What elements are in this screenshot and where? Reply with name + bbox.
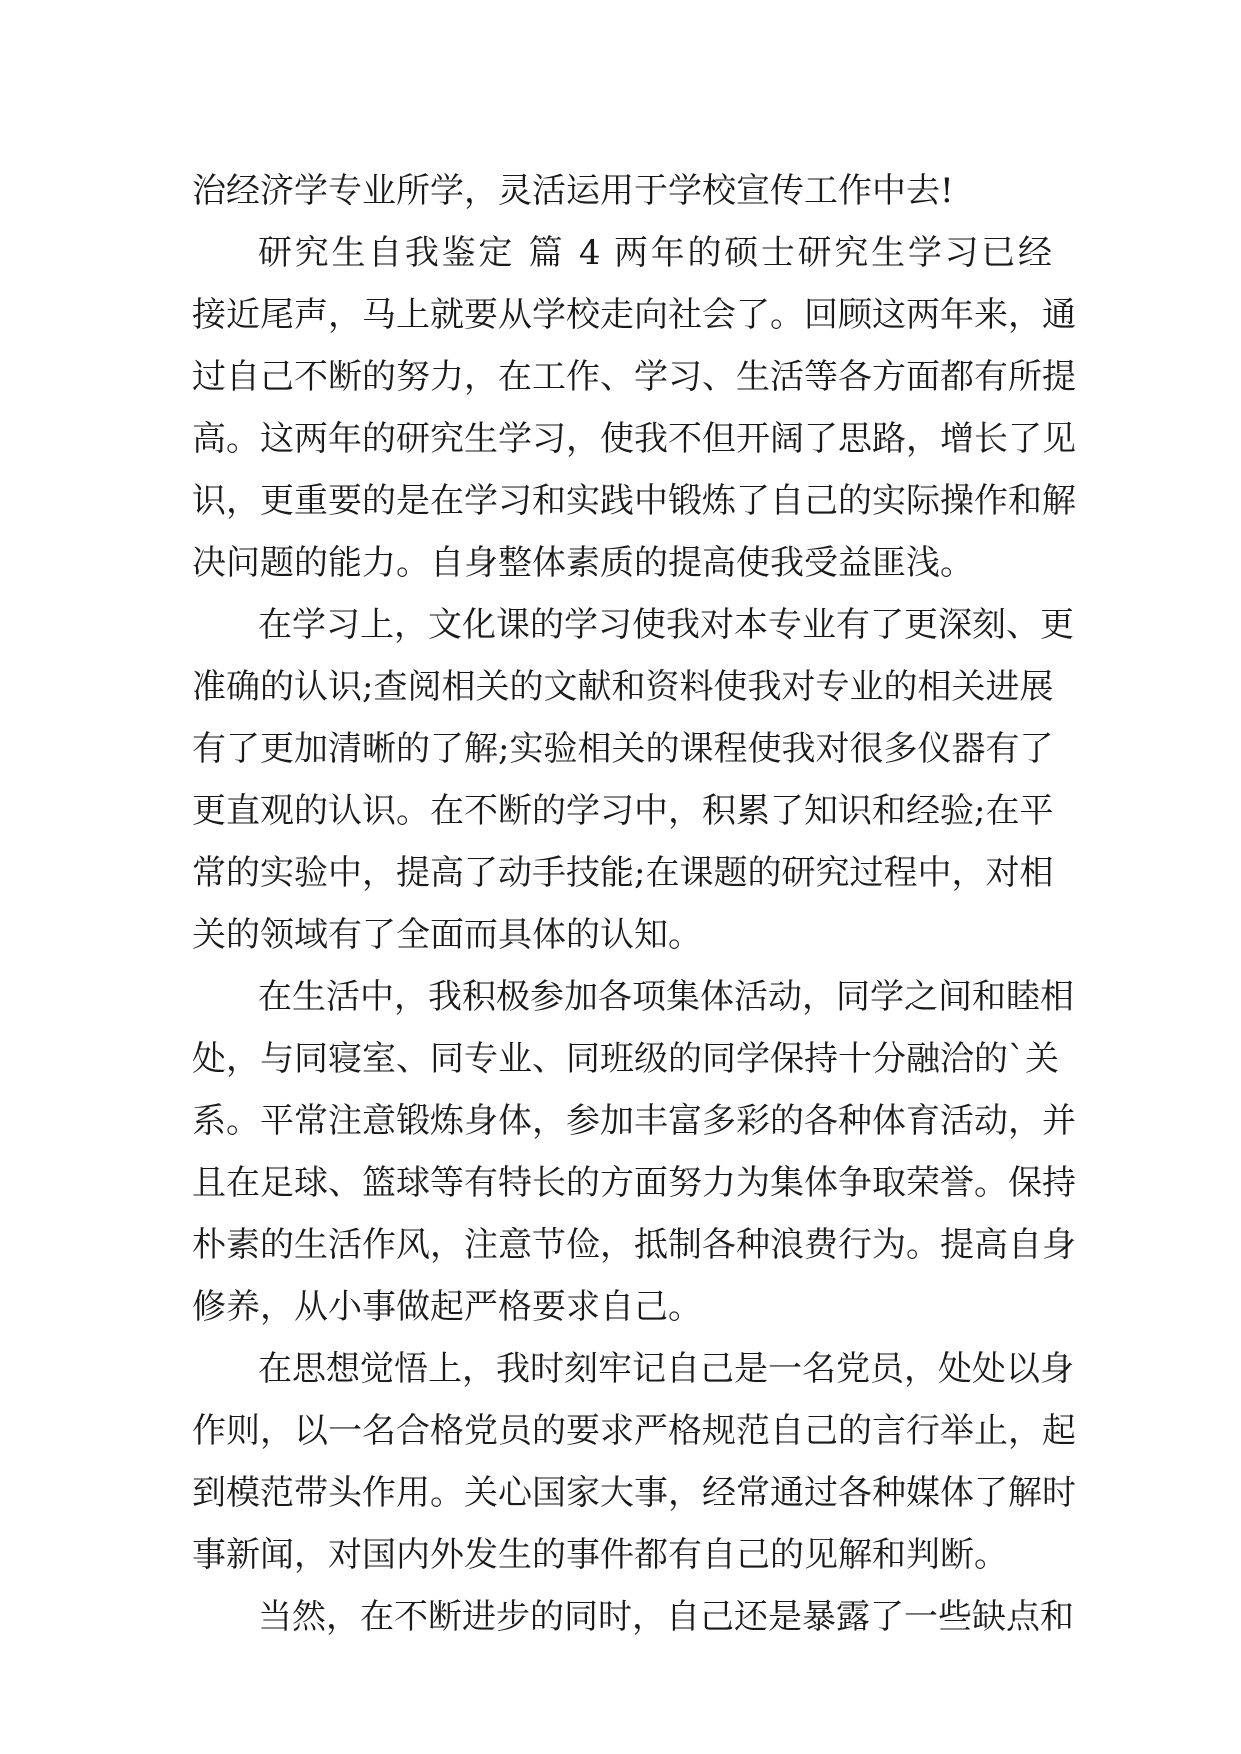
text-line: 当然，在不断进步的同时，自己还是暴露了一些缺点和	[258, 1597, 1074, 1637]
text-line: 关的领域有了全面而具体的认知。	[192, 915, 702, 955]
text-line: 过自己不断的努力，在工作、学习、生活等各方面都有所提	[192, 357, 1076, 397]
text-line: 识，更重要的是在学习和实践中锻炼了自己的实际操作和解	[192, 481, 1076, 521]
text-line: 朴素的生活作风，注意节俭，抵制各种浪费行为。提高自身	[192, 1225, 1076, 1265]
text-line: 接近尾声，马上就要从学校走向社会了。回顾这两年来，通	[192, 295, 1076, 335]
text-line: 治经济学专业所学，灵活运用于学校宣传工作中去!	[192, 171, 954, 211]
text-line: 修养，从小事做起严格要求自己。	[192, 1287, 702, 1327]
text-line: 准确的认识;查阅相关的文献和资料使我对专业的相关进展	[192, 667, 1054, 707]
text-line: 作则，以一名合格党员的要求严格规范自己的言行举止，起	[192, 1411, 1076, 1451]
text-line: 系。平常注意锻炼身体，参加丰富多彩的各种体育活动，并	[192, 1101, 1076, 1141]
text-line: 决问题的能力。自身整体素质的提高使我受益匪浅。	[192, 543, 974, 583]
text-line: 到模范带头作用。关心国家大事，经常通过各种媒体了解时	[192, 1473, 1076, 1513]
text-line: 在思想觉悟上，我时刻牢记自己是一名党员，处处以身	[258, 1349, 1074, 1389]
text-line: 有了更加清晰的了解;实验相关的课程使我对很多仪器有了	[192, 729, 1054, 769]
text-line: 更直观的认识。在不断的学习中，积累了知识和经验;在平	[192, 791, 1054, 831]
body-text	[192, 160, 1076, 1648]
text-line: 处，与同寝室、同专业、同班级的同学保持十分融洽的`关	[192, 1039, 1059, 1079]
text-line: 在学习上，文化课的学习使我对本专业有了更深刻、更	[258, 605, 1074, 645]
text-line: 且在足球、篮球等有特长的方面努力为集体争取荣誉。保持	[192, 1163, 1076, 1203]
text-line: 事新闻，对国内外发生的事件都有自己的见解和判断。	[192, 1535, 1008, 1575]
text-line: 常的实验中，提高了动手技能;在课题的研究过程中，对相	[192, 853, 1054, 893]
text-line: 在生活中，我积极参加各项集体活动，同学之间和睦相	[258, 977, 1074, 1017]
section-heading-line: 研究生自我鉴定 篇 4 两年的硕士研究生学习已经	[258, 233, 1052, 273]
text-line: 高。这两年的研究生学习，使我不但开阔了思路，增长了见	[192, 419, 1076, 459]
